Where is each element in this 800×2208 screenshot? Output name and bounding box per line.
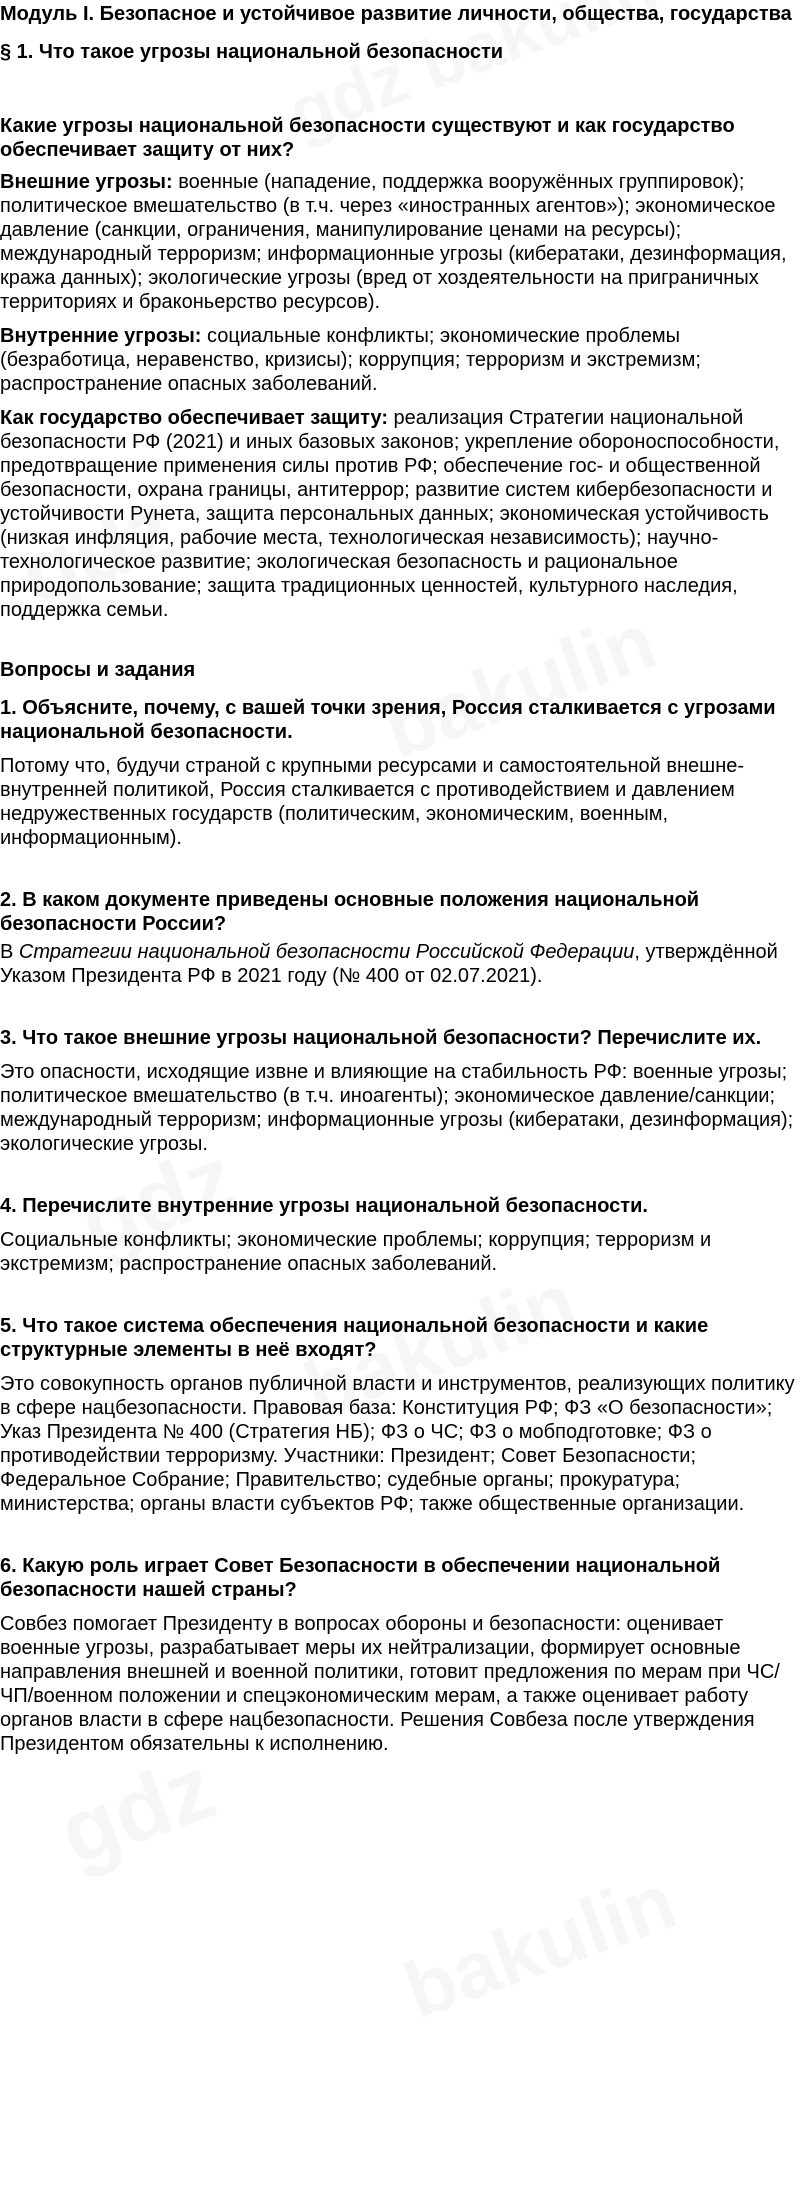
watermark-logo: [47, 1737, 228, 1887]
module-title: Модуль I. Безопасное и устойчивое развитие личности, общества, государства: [0, 3, 792, 25]
protection-label: Как государство обеспечивает защиту:: [0, 407, 388, 429]
answer-1: Потому что, будучи страной с крупными ресурсами и самостоятельной внешне-внутренней политикой, Россия сталкивается с противодействием и давлением недружественных государств (политическим, экономическим, военным, информационным).: [0, 755, 745, 849]
protection-paragraph: [0, 406, 800, 622]
tasks-title: Вопросы и задания: [0, 659, 196, 681]
question-6: 6. Какую роль играет Совет Безопасности в обеспечении национальной безопасности нашей страны?: [0, 1555, 721, 1601]
external-threats-label: Внешние угрозы:: [0, 171, 173, 193]
question-2: 2. В каком документе приведены основные положения национальной безопасности России?: [0, 889, 700, 935]
answer-5: Это совокупность органов публичной власти и инструментов, реализующих политику в сфере нацбезопасности. Правовая база: Конституция РФ; ФЗ «О безопасности»; Указ Президента № 400 (Стратегия НБ); ФЗ о ЧС; ФЗ о мобподготовке; ФЗ о противодействии терроризму. Участники: Президент; Совет Безопасности; Федеральное Собрание; Правительство; судебные органы; прокуратура; министерства; органы власти субъектов РФ; также общественные организации.: [0, 1373, 795, 1515]
internal-threats-label: Внутренние угрозы:: [0, 325, 202, 347]
internal-threats-text: социальные конфликты; экономические проблемы (безработица, неравенство, кризисы); коррупция; терроризм и экстремизм; распространение опасных заболеваний.: [0, 325, 701, 395]
section-title: § 1. Что такое угрозы национальной безопасности: [0, 41, 504, 63]
external-threats-paragraph: [0, 170, 800, 314]
answer-3: Это опасности, исходящие извне и влияющие на стабильность РФ: военные угрозы; политическое вмешательство (в т.ч. иноагенты); экономическое давление/санкции; международный терроризм; информационные угрозы (кибератаки, дезинформация); экологические угрозы.: [0, 1061, 794, 1155]
strategy-document-title: Стратегии национальной безопасности Российской Федерации: [18, 941, 635, 963]
main-question: Какие угрозы национальной безопасности существуют и как государство обеспечивает защиту от них?: [0, 115, 735, 161]
protection-text: реализация Стратегии национальной безопасности РФ (2021) и иных базовых законов; укрепление обороноспособности, предотвращение применения силы против РФ; обеспечение гос- и общественной безопасности, охрана границы, антитеррор; развитие систем кибербезопасности и устойчивости Рунета, защита персональных данных; экономическая устойчивость (низкая инфляция, рабочие места, технологическая независимость); научно-технологическое развитие; экологическая безопасность и рациональное природопользование; защита традиционных ценностей, культурного наследия, поддержка семьи.: [0, 407, 780, 621]
answer-2-prefix: В: [0, 941, 19, 963]
watermark-logo: [393, 1855, 688, 2037]
question-1: 1. Объясните, почему, с вашей точки зрения, Россия сталкивается с угрозами национальной безопасности.: [0, 697, 776, 743]
question-4: 4. Перечислите внутренние угрозы национальной безопасности.: [0, 1195, 648, 1217]
internal-threats-paragraph: [0, 324, 800, 396]
answer-2: [0, 940, 800, 988]
answer-6: Совбез помогает Президенту в вопросах обороны и безопасности: оценивает военные угрозы, разрабатывает меры их нейтрализации, формирует основные направления внешней и военной политики, готовит предложения по мерам при ЧС/ЧП/военном положении и спецэкономическим мерам, а также оценивает работу органов власти в сфере нацбезопасности. Решения Совбеза после утверждения Президентом обязательны к исполнению.: [0, 1613, 780, 1755]
external-threats-text: военные (нападение, поддержка вооружённых группировок); политическое вмешательство (в т.ч. через «иностранных агентов»); экономическое давление (санкции, ограничения, манипулирование ценами на ресурсы); международный терроризм; информационные угрозы (кибератаки, дезинформация, кража данных); экологические угрозы (вред от хоздеятельности на приграничных территориях и браконьерство ресурсов).: [0, 171, 787, 313]
answer-4: Социальные конфликты; экономические проблемы; коррупция; терроризм и экстремизм; распространение опасных заболеваний.: [0, 1229, 712, 1275]
question-3: 3. Что такое внешние угрозы национальной безопасности? Перечислите их.: [0, 1027, 762, 1049]
answer-2-suffix: , утверждённой Указом Президента РФ в 2021 году (№ 400 от 02.07.2021).: [0, 941, 778, 987]
question-5: 5. Что такое система обеспечения национальной безопасности и какие структурные элементы в неё входят?: [0, 1315, 709, 1361]
